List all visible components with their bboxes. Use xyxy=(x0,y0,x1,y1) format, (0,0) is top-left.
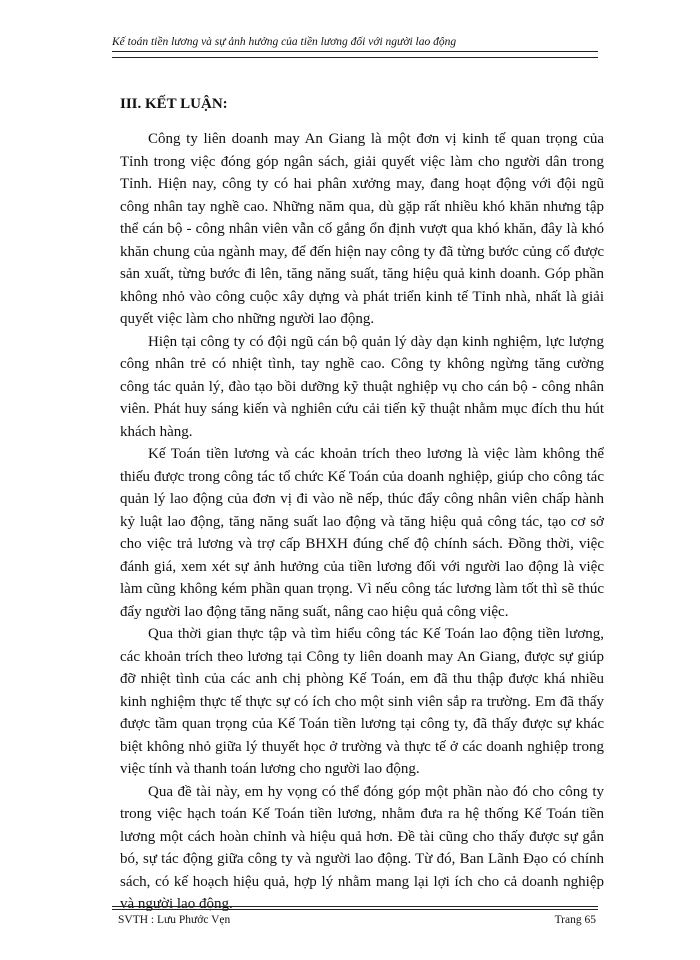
footer-divider xyxy=(112,906,598,907)
paragraph: Kế Toán tiền lương và các khoản trích theo lương là việc làm không thể thiếu được trong công tác tổ chức Kế Toán của doanh nghiệp, giúp cho công tác quản lý lao động của đơn vị đi vào nề nếp, thúc đẩy công nhân viên chấp hành kỷ luật lao động, tăng năng suất lao động và tăng hiệu quả công tác, tạo cơ sở cho việc trả lương và trợ cấp BHXH đúng chế độ chính sách. Đồng thời, việc đánh giá, xem xét sự ảnh hưởng của tiền lương đối với người lao động là việc làm cũng không kém phần quan trọng. Vì nếu công tác lương làm tốt thì sẽ thúc đẩy người lao động tăng năng suất, nâng cao hiệu quả công việc. xyxy=(120,446,604,620)
paragraph: Qua đề tài này, em hy vọng có thể đóng góp một phần nào đó cho công ty trong việc hạch toán Kế Toán tiền lương, nhằm đưa ra hệ thống Kế Toán tiền lương một cách hoàn chỉnh và hiệu quả hơn. Đề tài cũng cho thấy được sự gắn bó, sự tác động giữa công ty và người lao động. Từ đó, Ban Lãnh Đạo có chính sách, có kế hoạch hiệu quả, hợp lý nhằm mang lại lợi ích cho cả doanh nghiệp và người lao động. xyxy=(120,783,604,912)
document-body xyxy=(120,128,604,916)
page-header xyxy=(112,36,598,52)
header-divider xyxy=(112,57,598,58)
paragraph: Công ty liên doanh may An Giang là một đơn vị kinh tế quan trọng của Tỉnh trong việc đóng góp ngân sách, giải quyết việc làm cho người dân trong Tỉnh. Hiện nay, công ty có hai phân xưởng may, đang hoạt động với đội ngũ công nhân tay nghề cao. Những năm qua, dù gặp rất nhiều khó khăn nhưng tập thể cán bộ - công nhân viên vẫn cố gắng ổn định vượt qua khó khăn, đây là khó khăn chung của ngành may, để đến hiện nay công ty đã từng bước củng cố được sản xuất, từng bước đi lên, tăng năng suất, tăng hiệu quả kinh doanh. Góp phần không nhỏ vào công cuộc xây dựng và phát triển kinh tế Tỉnh nhà, nhất là giải quyết việc làm cho những người lao động. xyxy=(120,131,604,327)
paragraph: Qua thời gian thực tập và tìm hiểu công tác Kế Toán lao động tiền lương, các khoản trích theo lương tại Công ty liên doanh may An Giang, được sự giúp đỡ nhiệt tình của các anh chị phòng Kế Toán, em đã thu thập được khá nhiều kinh nghiệm thực tế thực sự có ích cho một sinh viên sắp ra trường. Em đã thấy được tầm quan trọng của Kế Toán tiền lương tại công ty, đã thấy được sự khác biệt không nhỏ giữa lý thuyết học ở trường và thực tế ở các doanh nghiệp trong việc tính và thanh toán lương cho người lao động. xyxy=(120,626,604,777)
header-title: Kế toán tiền lương và sự ảnh hưởng của tiền lương đối với người lao động xyxy=(112,36,457,48)
paragraph: Hiện tại công ty có đội ngũ cán bộ quản lý dày dạn kinh nghiệm, lực lượng công nhân trẻ có nhiệt tình, tay nghề cao. Công ty không ngừng tăng cường công tác quản lý, đào tạo bồi dưỡng kỹ thuật nghiệp vụ cho cán bộ - công nhân viên. Phát huy sáng kiến và nghiên cứu cải tiến kỹ thuật nhằm mục đích thu hút khách hàng. xyxy=(120,333,604,440)
footer-divider-inner xyxy=(112,909,598,910)
page-number: Trang 65 xyxy=(554,914,596,926)
section-title: III. KẾT LUẬN: xyxy=(120,96,228,112)
footer-author: SVTH : Lưu Phước Vẹn xyxy=(118,914,231,926)
